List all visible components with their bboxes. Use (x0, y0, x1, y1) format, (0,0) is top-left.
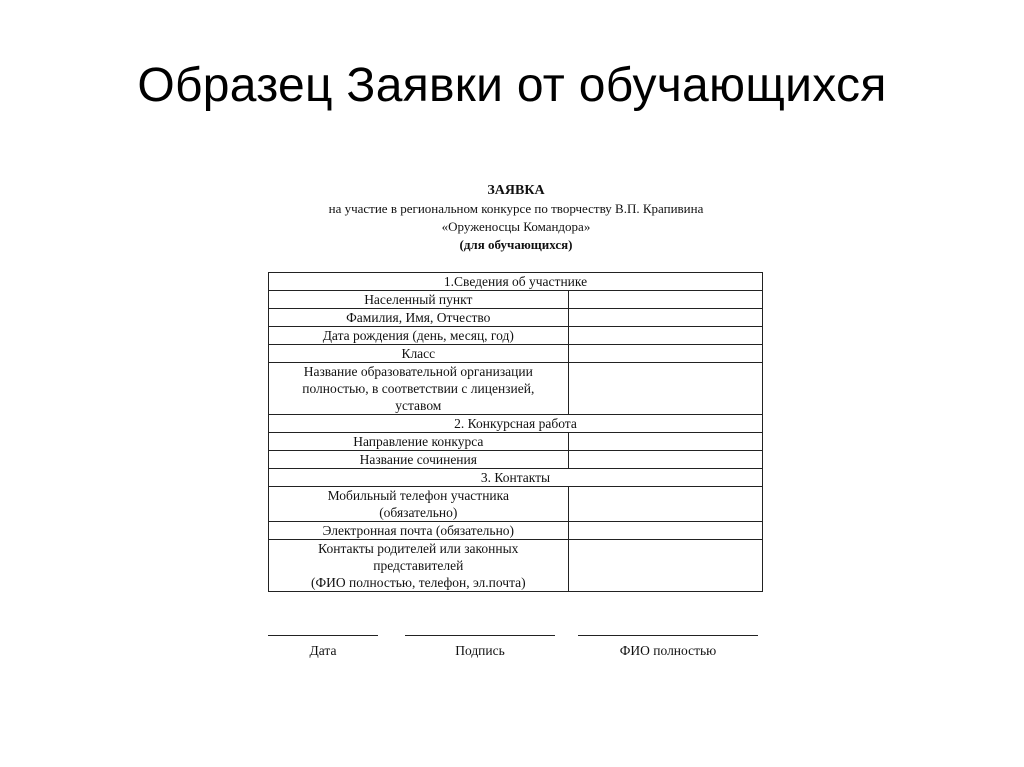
row-label-phone-line1: Мобильный телефон участника (327, 488, 509, 503)
section-participant-info (269, 273, 763, 291)
row-label-essay-title: Название сочинения (269, 451, 569, 469)
row-label-parents (269, 540, 569, 592)
section-heading: 3. Контакты (269, 469, 763, 487)
row-label-email: Электронная почта (обязательно) (269, 522, 569, 540)
row-label-direction: Направление конкурса (269, 433, 569, 451)
value-cell-locality (568, 291, 762, 309)
document-title: ЗАЯВКА (487, 183, 545, 198)
table-row (269, 363, 763, 415)
value-cell-parents (568, 540, 762, 592)
row-label-parents-line2: представителей (373, 558, 464, 573)
row-label-phone (269, 487, 569, 522)
table-row (269, 522, 763, 540)
value-cell-direction (568, 433, 762, 451)
signature-date-caption: Дата (309, 643, 337, 658)
row-label-phone-line2: (обязательно) (379, 505, 458, 520)
value-cell-phone (568, 487, 762, 522)
table-row (269, 309, 763, 327)
signature-date (268, 635, 378, 659)
value-cell-class (568, 345, 762, 363)
section-competition-work (269, 415, 763, 433)
document-subtitle-line1: на участие в региональном конкурсе по творчеству В.П. Крапивина (328, 201, 704, 216)
row-label-locality: Населенный пункт (269, 291, 569, 309)
value-cell-email (568, 522, 762, 540)
table-row (269, 327, 763, 345)
table-row (269, 451, 763, 469)
section-contacts (269, 469, 763, 487)
value-cell-organization (568, 363, 762, 415)
signature-line (405, 635, 555, 636)
signature-row (268, 635, 764, 675)
row-label-fio: Фамилия, Имя, Отчество (269, 309, 569, 327)
table-row (269, 540, 763, 592)
document-header (268, 182, 764, 254)
signature-sign-caption: Подпись (455, 643, 505, 658)
signature-fio-caption: ФИО полностью (619, 643, 717, 658)
row-label-organization-line3: уставом (395, 398, 442, 413)
document-subtitle-line3: (для обучающихся) (459, 237, 573, 252)
section-heading: 2. Конкурсная работа (269, 415, 763, 433)
signature-fio (578, 635, 758, 659)
document-subtitle-line2: «Оруженосцы Командора» (441, 219, 591, 234)
table-row (269, 433, 763, 451)
value-cell-essay-title (568, 451, 762, 469)
application-form-document (268, 182, 764, 592)
row-label-birth-date: Дата рождения (день, месяц, год) (269, 327, 569, 345)
table-row (269, 487, 763, 522)
row-label-organization-line2: полностью, в соответствии с лицензией, (302, 381, 535, 396)
signature-sign (405, 635, 555, 659)
table-row (269, 291, 763, 309)
value-cell-birth-date (568, 327, 762, 345)
row-label-parents-line1: Контакты родителей или законных (318, 541, 519, 556)
slide-title: Образец Заявки от обучающихся (137, 59, 887, 112)
table-row (269, 345, 763, 363)
section-heading: 1.Сведения об участнике (269, 273, 763, 291)
row-label-class: Класс (269, 345, 569, 363)
signature-line (578, 635, 758, 636)
application-table (268, 272, 763, 592)
row-label-organization-line1: Название образовательной организации (303, 364, 533, 379)
signature-line (268, 635, 378, 636)
value-cell-fio (568, 309, 762, 327)
row-label-parents-line3: (ФИО полностью, телефон, эл.почта) (310, 575, 526, 590)
row-label-organization (269, 363, 569, 415)
